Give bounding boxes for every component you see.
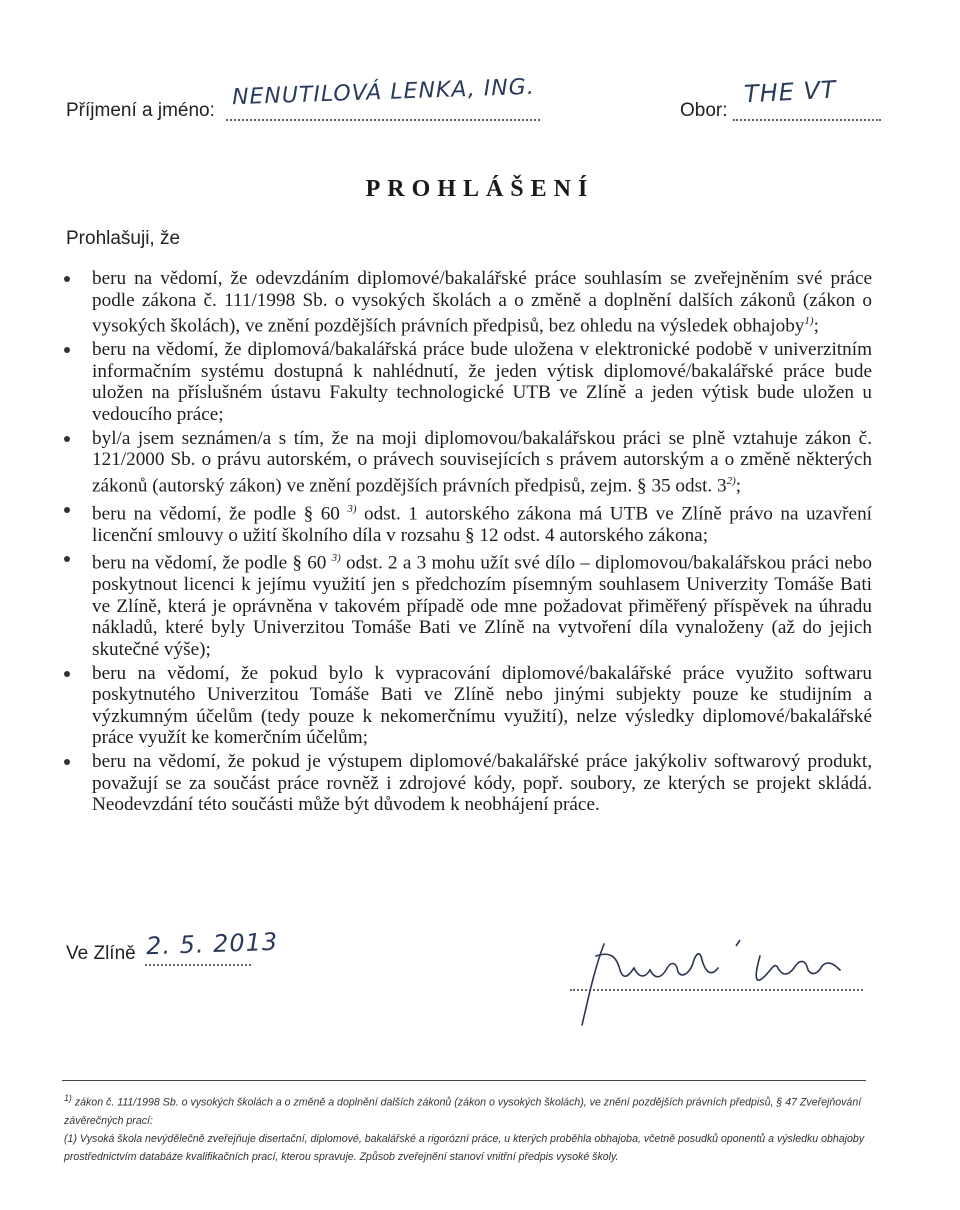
footnote-ref: 2) [726,474,736,487]
declaration-tail: odst. 2 a 3 mohu užít své dílo – diplomovou/bakalářskou práci nebo poskytnout licenci k jejímu využití jen s předchozím písemným souhlasem Univerzity Tomáše Bati ve Zlíně, která je oprávněna v takovém případě ode mne požadovat přiměřený příspěvek na úhradu nákladů, které byly Univerzitou Tomáše Bati ve Zlíně na vytvoření díla vynaloženy (až do jejich skutečné výše); [92,552,872,661]
declaration-text: beru na vědomí, že podle § 60 [92,503,340,525]
declaration-item [62,499,872,547]
declaration-text: beru na vědomí, že pokud je výstupem diplomové/bakalářské práce jakýkoliv softwarový produkt, považují se za součást práce rovněž i zdrojové kódy, popř. soubory, ze kterých se projekt skládá. Neodevzdání této součásti může být důvodem k neobhájení práce. [92,751,872,816]
footnote-marker: 1) [64,1093,72,1103]
bullet-dot [64,276,70,282]
footnote-ref: 3) [347,502,357,515]
footnote-ref: 1) [804,315,814,328]
bullet-dot [64,436,70,442]
declaration-item [62,663,872,749]
declaration-text: beru na vědomí, že odevzdáním diplomové/bakalářské práce souhlasím se zveřejněním své práce podle zákona č. 111/1998 Sb. o vysokých školách a o změně a doplnění dalších zákonů (zákon o vysokých školách), ve znění pozdějších právních předpisů, bez ohledu na výsledek obhajoby [92,268,872,337]
field-label: Obor: [680,100,728,121]
footnote-1-text: zákon č. 111/1998 Sb. o vysokých školách a o změně a doplnění dalších zákonů (zákon o vysokých školách), ve znění pozdějších právních předpisů, § 47 Zveřejňování závěrečných prací: [64,1096,862,1127]
field-handwritten: THE VT [743,75,838,109]
footnote-rule [62,1080,866,1081]
declaration-text: beru na vědomí, že diplomová/bakalářská práce bude uložena v elektronické podobě v univerzitním informačním systému dostupná k nahlédnutí, že jeden výtisk diplomové/bakalářské práce bude uložen na příslušném ústavu Fakulty technologické UTB ve Zlíně a jeden výtisk bude uložen u vedoucího práce; [92,339,872,425]
intro-text: Prohlašuji, že [66,228,181,249]
declaration-text: byl/a jsem seznámen/a s tím, že na moji diplomovou/bakalářskou práci se plně vztahuje zákon č. 121/2000 Sb. o právu autorském, o právech souvisejících s právem autorským a o změně některých zákonů (autorský zákon) ve znění pozdějších právních předpisů, zejm. § 35 odst. 3 [92,427,872,497]
signature-image [560,930,860,1040]
document-title: PROHLÁŠENÍ [365,176,595,202]
name-dotted-line [226,119,540,121]
declaration-tail: ; [813,315,819,337]
bullet-dot [64,347,70,353]
place-label: Ve Zlíně [66,943,136,964]
date-dotted-line [145,964,251,966]
declaration-item [62,268,872,337]
name-handwritten: NENUTILOVÁ LENKA, ING. [231,74,536,111]
footnote-1 [64,1089,874,1130]
bullet-dot [64,507,70,513]
declaration-text: beru na vědomí, že podle § 60 [92,552,327,574]
bullet-dot [64,759,70,765]
declaration-tail: odst. 1 autorského zákona má UTB ve Zlíně právo na uzavření licenční smlouvy o užití školního díla v rozsahu § 12 odst. 4 autorského zákona; [92,503,872,546]
declaration-tail: ; [735,475,742,497]
field-dotted-line [733,119,881,121]
declaration-item [62,339,872,425]
footnotes [64,1089,874,1166]
declaration-item [62,548,872,660]
declaration-list [62,268,872,816]
declaration-text: beru na vědomí, že pokud bylo k vypracování diplomové/bakalářské práce využito softwaru poskytnutého Univerzitou Tomáše Bati ve Zlíně nebo jinými subjekty pouze ke studijním a výzkumným účelům (tedy pouze k nekomerčnímu využití), nelze výsledky diplomové/bakalářské práce využít ke komerčním účelům; [92,662,872,749]
declaration-item [62,428,872,497]
footnote-1-paragraph: (1) Vysoká škola nevýdělečně zveřejňuje disertační, diplomové, bakalářské a rigorózní práce, u kterých proběhla obhajoba, včetně posudků oponentů a výsledku obhajoby prostřednictvím databáze kvalifikačních prací, kterou spravuje. Způsob zveřejnění stanoví vnitřní předpis vysoké školy. [64,1132,865,1164]
name-label: Příjmení a jméno: [66,100,215,121]
bullet-dot [64,671,70,677]
declaration-item [62,751,872,816]
date-handwritten: 2. 5. 2013 [145,927,279,961]
footnote-ref: 3) [331,552,341,565]
bullet-dot [64,556,70,562]
